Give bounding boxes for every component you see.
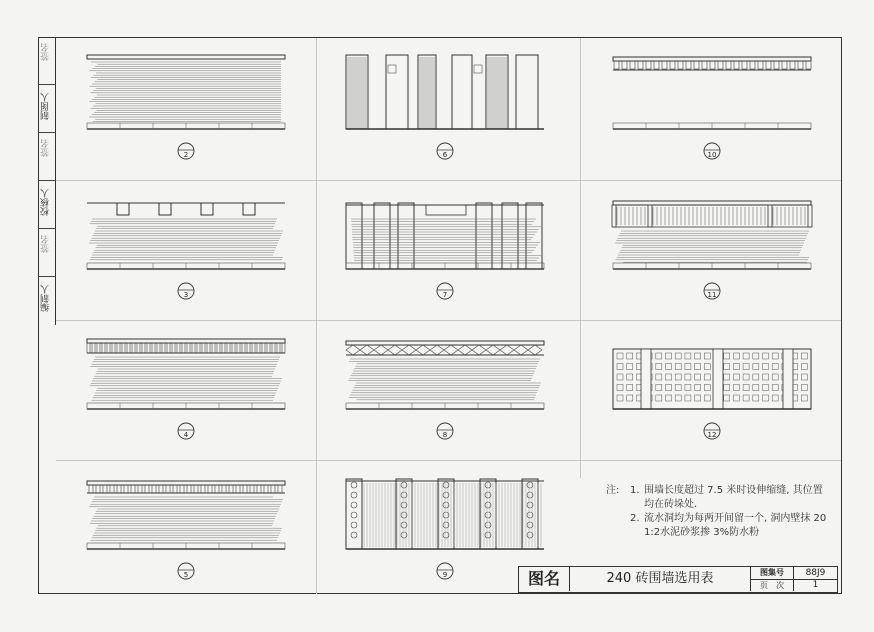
wall-elevation-11 [612, 201, 812, 269]
note-number: 2. [630, 513, 640, 524]
detail-number: 2 [183, 151, 189, 159]
wall-elevation-7 [346, 203, 544, 269]
wall-elevation-8 [346, 341, 544, 409]
wall-elevation-4 [87, 339, 285, 409]
detail-number: 4 [183, 431, 189, 439]
detail-marker-6 [437, 143, 453, 159]
note-text: 围墙长度超过 7.5 米时设伸缩缝, 其位置均在砖垛处. [644, 485, 823, 510]
detail-number: 8 [442, 431, 448, 439]
title-name-label: 图名 [519, 567, 570, 591]
detail-marker-12 [704, 423, 720, 439]
detail-marker-10 [704, 143, 720, 159]
detail-number: 3 [183, 291, 189, 299]
detail-marker-11 [704, 283, 720, 299]
note-text: 流水洞均为每两开间留一个, 洞内壁抹 20 1:2水泥砂浆掺 3%防水粉 [644, 513, 827, 538]
detail-marker-9 [437, 563, 453, 579]
wall-elevation-3 [87, 203, 285, 269]
detail-marker-5 [178, 563, 194, 579]
page-number-label: 页 次 [751, 580, 794, 591]
atlas-number-value: 88J9 [794, 567, 837, 580]
wall-elevation-2 [87, 55, 285, 129]
wall-elevation-12 [613, 349, 811, 409]
title-block [518, 566, 838, 593]
role-label-drawer: 制图人 [41, 93, 51, 120]
page-number-value: 1 [812, 580, 819, 590]
detail-number: 11 [707, 291, 717, 299]
signature-text: 签名 [41, 43, 51, 61]
wall-elevation-6 [346, 55, 544, 129]
atlas-number-label: 图集号 [751, 567, 794, 580]
detail-marker-3 [178, 283, 194, 299]
wall-elevation-9 [346, 479, 544, 549]
notes-block [606, 484, 832, 540]
signature-text: 签名 [41, 139, 51, 157]
detail-number: 10 [707, 151, 717, 159]
wall-elevation-10 [613, 57, 811, 129]
role-label-checker: 校核人 [41, 189, 51, 216]
detail-number: 5 [183, 571, 189, 579]
detail-number: 7 [442, 291, 448, 299]
signature-text: 签名 [41, 235, 51, 253]
drawing-title: 240 砖围墙选用表 [570, 567, 751, 591]
detail-marker-2 [178, 143, 194, 159]
detail-number: 12 [707, 431, 717, 439]
detail-marker-4 [178, 423, 194, 439]
detail-number: 6 [442, 151, 448, 159]
role-label-compiler: 编制人 [41, 285, 51, 312]
detail-number: 9 [442, 571, 448, 579]
detail-marker-8 [437, 423, 453, 439]
wall-elevation-5 [87, 481, 285, 549]
detail-marker-7 [437, 283, 453, 299]
notes-prefix: 注: [606, 485, 620, 496]
note-number: 1. [630, 485, 640, 496]
